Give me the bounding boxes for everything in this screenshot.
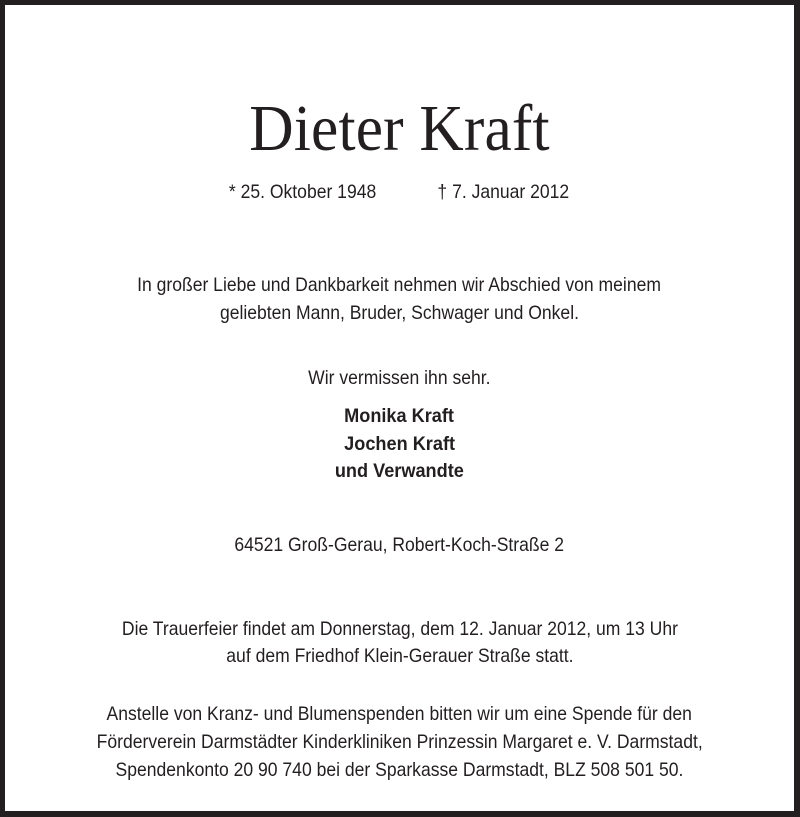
obituary-notice [5, 5, 794, 811]
address-text: 64521 Groß-Gerau, Robert-Koch-Straße 2 [234, 534, 565, 556]
mourner-1 [5, 405, 794, 428]
mourner-name: Monika Kraft [344, 405, 455, 427]
life-dates [5, 181, 794, 204]
birth-date: * 25. Oktober 1948 [229, 181, 377, 203]
farewell-text-1: In großer Liebe und Dankbarkeit nehmen wir Abschied von meinem [137, 274, 662, 296]
donation-line-2 [5, 731, 794, 754]
death-date: † 7. Januar 2012 [437, 181, 570, 203]
donation-line-1 [5, 703, 794, 726]
mourner-2 [5, 433, 794, 456]
ceremony-line-2 [5, 645, 794, 668]
ceremony-text-1: Die Trauerfeier findet am Donnerstag, dem 12. Januar 2012, um 13 Uhr [121, 618, 678, 640]
farewell-text-2: geliebten Mann, Bruder, Schwager und Onkel. [219, 302, 580, 324]
deceased-name [5, 91, 794, 167]
ceremony-text-2: auf dem Friedhof Klein-Gerauer Straße statt. [225, 645, 574, 667]
miss-line [5, 367, 794, 390]
farewell-line-2 [5, 302, 794, 325]
mourner-3 [5, 460, 794, 483]
donation-text-1: Anstelle von Kranz- und Blumenspenden bitten wir um eine Spende für den [106, 703, 693, 725]
miss-text: Wir vermissen ihn sehr. [308, 367, 491, 389]
donation-text-2: Förderverein Darmstädter Kinderkliniken Prinzessin Margaret e. V. Darmstadt, [96, 731, 703, 753]
farewell-line-1 [5, 274, 794, 297]
address [5, 534, 794, 557]
mourner-name: und Verwandte [334, 460, 464, 482]
mourner-name: Jochen Kraft [344, 433, 455, 455]
donation-text-3: Spendenkonto 20 90 740 bei der Sparkasse Darmstadt, BLZ 508 501 50. [115, 759, 684, 781]
donation-line-3 [5, 759, 794, 782]
deceased-name-text: Dieter Kraft [249, 92, 550, 165]
ceremony-line-1 [5, 618, 794, 641]
